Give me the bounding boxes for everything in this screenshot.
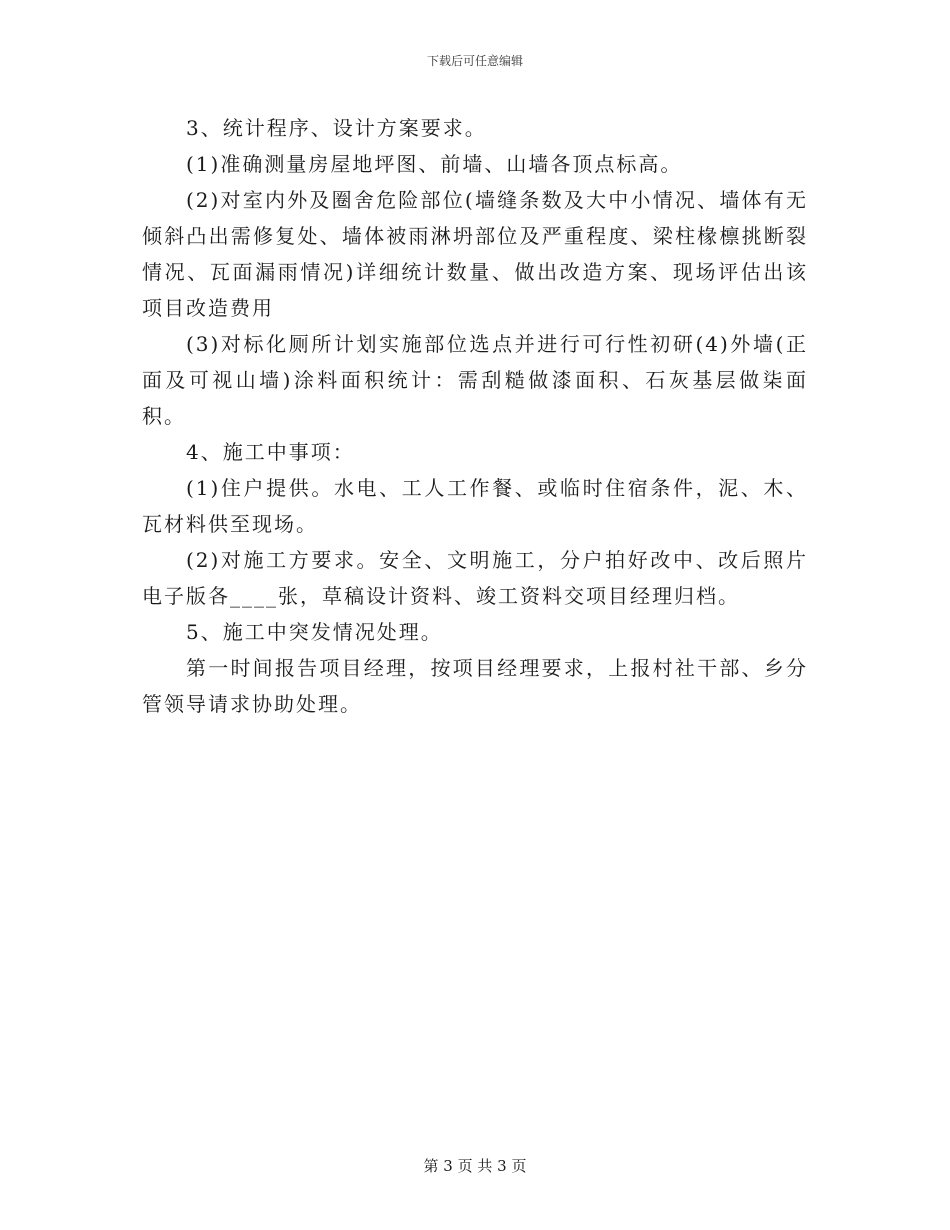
paragraph-section-5-heading: 5、施工中突发情况处理。 — [186, 620, 443, 644]
paragraph-item-1: (1)准确测量房屋地坪图、前墙、山墙各顶点标高。 — [186, 152, 683, 176]
paragraph-item-2: (2)对室内外及圈舍危险部位(墙缝条数及大中小情况、墙体有无倾斜凸出需修复处、墙体被雨淋坍部位及严重程度、梁柱椽檩挑断裂情况、瓦面漏雨情况)详细统计数量、做出改造方案、现场评估出该项目改造费用 — [142, 188, 808, 320]
page-header: 下载后可任意编辑 — [426, 54, 523, 68]
paragraph-section-4-item-2: (2)对施工方要求。安全、文明施工，分户拍好改中、改后照片电子版各____张，草稿设计资料、竣工资料交项目经理归档。 — [142, 548, 808, 608]
page-number-footer: 第 3 页 共 3 页 — [423, 1157, 527, 1175]
document-body — [142, 110, 808, 722]
paragraph-section-4-item-1: (1)住户提供。水电、工人工作餐、或临时住宿条件，泥、木、瓦材料供至现场。 — [142, 476, 808, 536]
paragraph-section-5-body: 第一时间报告项目经理，按项目经理要求，上报村社干部、乡分管领导请求协助处理。 — [142, 656, 808, 716]
paragraph-section-3-heading: 3、统计程序、设计方案要求。 — [186, 116, 487, 140]
paragraph-section-4-heading: 4、施工中事项： — [186, 440, 355, 464]
paragraph-item-3: (3)对标化厕所计划实施部位选点并进行可行性初研(4)外墙(正面及可视山墙)涂料面积统计：需刮糙做漆面积、石灰基层做柒面积。 — [142, 332, 808, 428]
